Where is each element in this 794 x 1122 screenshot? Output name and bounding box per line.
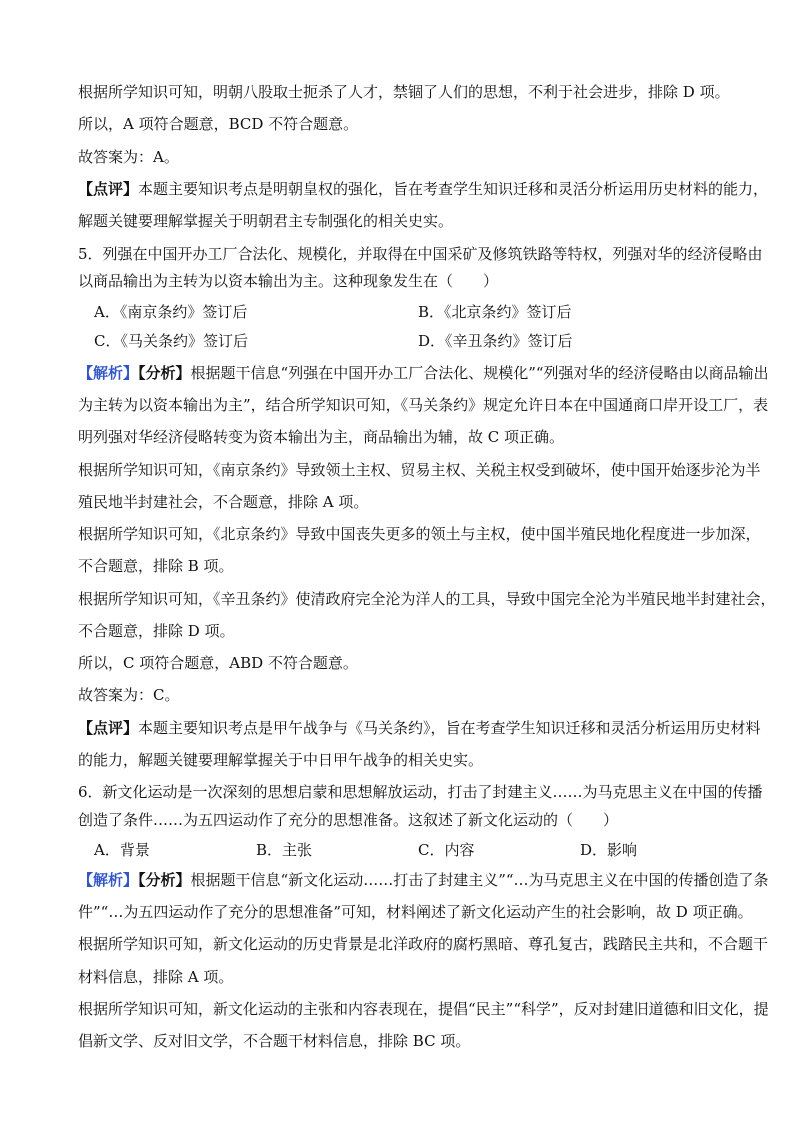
jiexi-tag: 【解析】 [78, 364, 139, 382]
fenxi-tag: 【分析】 [138, 364, 191, 382]
q5-comment-line-1 [78, 718, 761, 738]
q5-analysis-line-7: 不合题意，排除 B 项。 [78, 557, 234, 575]
q4-analysis-line: 根据所学知识可知，明朝八股取士扼杀了人才，禁锢了人们的思想，不利于社会进步，排除 D 项。 [78, 83, 730, 101]
q5-analysis-line-1 [78, 363, 769, 383]
q6-analysis-text: 根据题干信息“新文化运动……打击了封建主义”“…为马克思主义在中国的传播创造了条 [190, 871, 769, 889]
q6-analysis-line-3: 根据所学知识可知，新文化运动的历史背景是北洋政府的腐朽黑暗、尊孔复古，践踏民主共和，不合题干 [78, 935, 769, 953]
q6-option-d: D．影响 [580, 841, 638, 859]
q5-analysis-line-5: 殖民地半封建社会，不合题意，排除 A 项。 [78, 493, 369, 511]
q4-comment-line-1 [78, 179, 768, 199]
q4-comment-text: 本题主要知识考点是明朝皇权的强化，旨在考查学生知识迁移和灵活分析运用历史材料的能力， [138, 180, 769, 198]
q4-conclusion-line: 所以，A 项符合题意，BCD 不符合题意。 [78, 115, 359, 133]
q6-analysis-line-4: 材料信息，排除 A 项。 [78, 968, 234, 986]
q5-analysis-line-6: 根据所学知识可知，《北京条约》导致中国丧失更多的领土与主权，使中国半殖民地化程度进一步加深， [78, 525, 761, 543]
q6-option-c: C．内容 [418, 841, 475, 859]
q6-option-b: B．主张 [256, 841, 313, 859]
q6-option-a: A．背景 [94, 841, 150, 859]
q5-option-d: D．《辛丑条约》签订后 [418, 332, 573, 350]
q5-option-a: A．《南京条约》签订后 [94, 303, 248, 321]
q6-stem-line-2: 创造了条件……为五四运动作了充分的思想准备。这叙述了新文化运动的（ ） [78, 811, 619, 829]
q4-comment-line-2: 解题关键要理解掌握关于明朝君主专制强化的相关史实。 [78, 212, 454, 230]
q5-analysis-line-8: 根据所学知识可知，《辛丑条约》使清政府完全沦为洋人的工具，导致中国完全沦为半殖民地半封建社会， [78, 590, 776, 608]
q5-analysis-text: 根据题干信息“列强在中国开办工厂合法化、规模化”“列强对华的经济侵略由以商品输出 [190, 364, 769, 382]
jiexi-tag: 【解析】 [78, 871, 139, 889]
q5-option-b: B．《北京条约》签订后 [418, 303, 572, 321]
comment-tag: 【点评】 [78, 180, 139, 198]
q6-analysis-line-1 [78, 870, 769, 890]
q5-comment-text: 本题主要知识考点是甲午战争与《马关条约》，旨在考查学生知识迁移和灵活分析运用历史材料 [138, 719, 761, 737]
q5-comment-line-2: 的能力，解题关键要理解掌握关于中日甲午战争的相关史实。 [78, 751, 484, 769]
q6-analysis-line-2: 件”“…为五四运动作了充分的思想准备”可知，材料阐述了新文化运动产生的社会影响，故 D 项正确。 [78, 903, 753, 921]
q5-conclusion-line: 所以，C 项符合题意，ABD 不符合题意。 [78, 654, 358, 672]
comment-tag: 【点评】 [78, 719, 139, 737]
q5-stem-line-2: 以商品输出为主转为以资本输出为主。这种现象发生在（ ） [78, 272, 499, 290]
q5-analysis-line-3: 明列强对华经济侵略转变为资本输出为主，商品输出为辅，故 C 项正确。 [78, 428, 565, 446]
q6-analysis-line-6: 倡新文学、反对旧文学，不合题干材料信息，排除 BC 项。 [78, 1032, 471, 1050]
q5-option-c: C．《马关条约》签订后 [94, 332, 248, 350]
q4-answer-line: 故答案为：A。 [78, 148, 179, 166]
q5-stem-line-1: 5．列强在中国开办工厂合法化、规模化，并取得在中国采矿及修筑铁路等特权，列强对华的经济侵略由 [78, 245, 763, 263]
q6-analysis-line-5: 根据所学知识可知，新文化运动的主张和内容表现在，提倡“民主”“科学”，反对封建旧道德和旧文化，提 [78, 1000, 769, 1018]
q5-answer-line: 故答案为：C。 [78, 686, 180, 704]
q5-analysis-line-2: 为主转为以资本输出为主”，结合所学知识可知，《马关条约》规定允许日本在中国通商口岸开设工厂，表 [78, 396, 769, 414]
fenxi-tag: 【分析】 [138, 871, 191, 889]
q5-analysis-line-4: 根据所学知识可知，《南京条约》导致领土主权、贸易主权、关税主权受到破坏，使中国开始逐步沦为半 [78, 461, 761, 479]
q5-analysis-line-9: 不合题意，排除 D 项。 [78, 622, 235, 640]
q6-stem-line-1: 6．新文化运动是一次深刻的思想启蒙和思想解放运动，打击了封建主义……为马克思主义在中国的传播 [78, 783, 763, 801]
